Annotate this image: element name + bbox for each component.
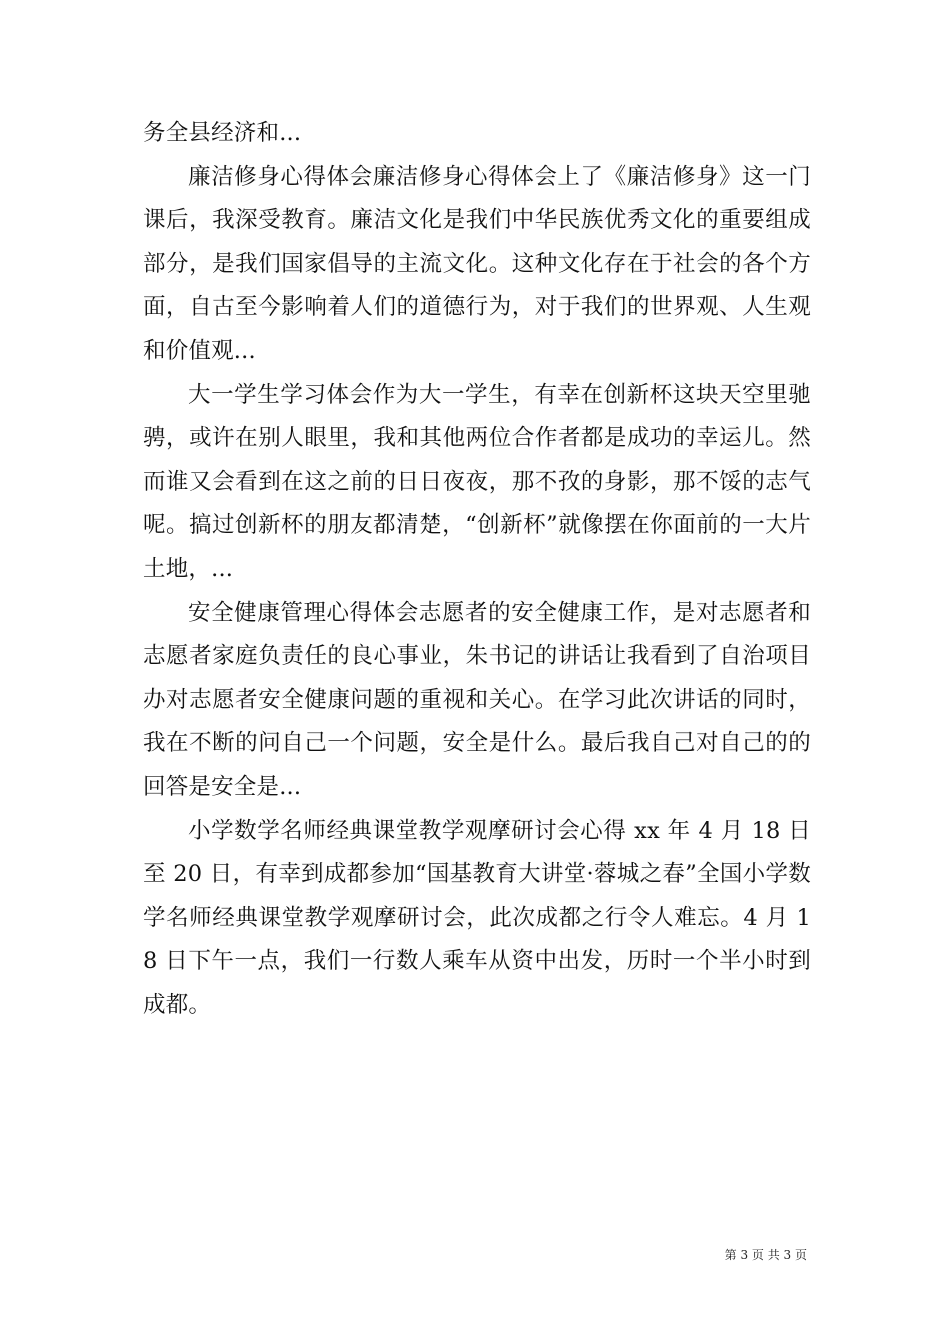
- paragraph-math-seminar-reflection: 小学数学名师经典课堂教学观摩研讨会心得 xx 年 4 月 18 日至 20 日，有幸到成都参加“国基教育大讲堂·蓉城之春”全国小学数学名师经典课堂教学观摩研讨会，此次成都之行令人难忘。4 月 18 日下午一点，我们一行数人乘车从资中出发，历时一个半小时到成都。: [143, 817, 811, 1018]
- paragraph-safety-reflection: 安全健康管理心得体会志愿者的安全健康工作，是对志愿者和志愿者家庭负责任的良心事业，朱书记的讲话让我看到了自治项目办对志愿者安全健康问题的重视和关心。在学习此次讲话的同时，我在不断的问自己一个问题，安全是什么。最后我自己对自己的的回答是安全是...: [143, 599, 811, 800]
- paragraph-continuation: 务全县经济和...: [143, 120, 302, 146]
- paragraph-integrity-reflection: 廉洁修身心得体会廉洁修身心得体会上了《廉洁修身》这一门课后，我深受教育。廉洁文化是我们中华民族优秀文化的重要组成部分，是我们国家倡导的主流文化。这种文化存在于社会的各个方面，自古至今影响着人们的道德行为，对于我们的世界观、人生观和价值观...: [143, 163, 811, 364]
- document-body: [143, 112, 811, 1027]
- page-number-footer: 第 3 页 共 3 页: [724, 1248, 807, 1262]
- paragraph-freshman-reflection: 大一学生学习体会作为大一学生，有幸在创新杯这块天空里驰骋，或许在别人眼里，我和其他两位合作者都是成功的幸运儿。然而谁又会看到在这之前的日日夜夜，那不孜的身影，那不馁的志气呢。搞过创新杯的朋友都清楚，“创新杯”就像摆在你面前的一大片土地，...: [143, 381, 811, 582]
